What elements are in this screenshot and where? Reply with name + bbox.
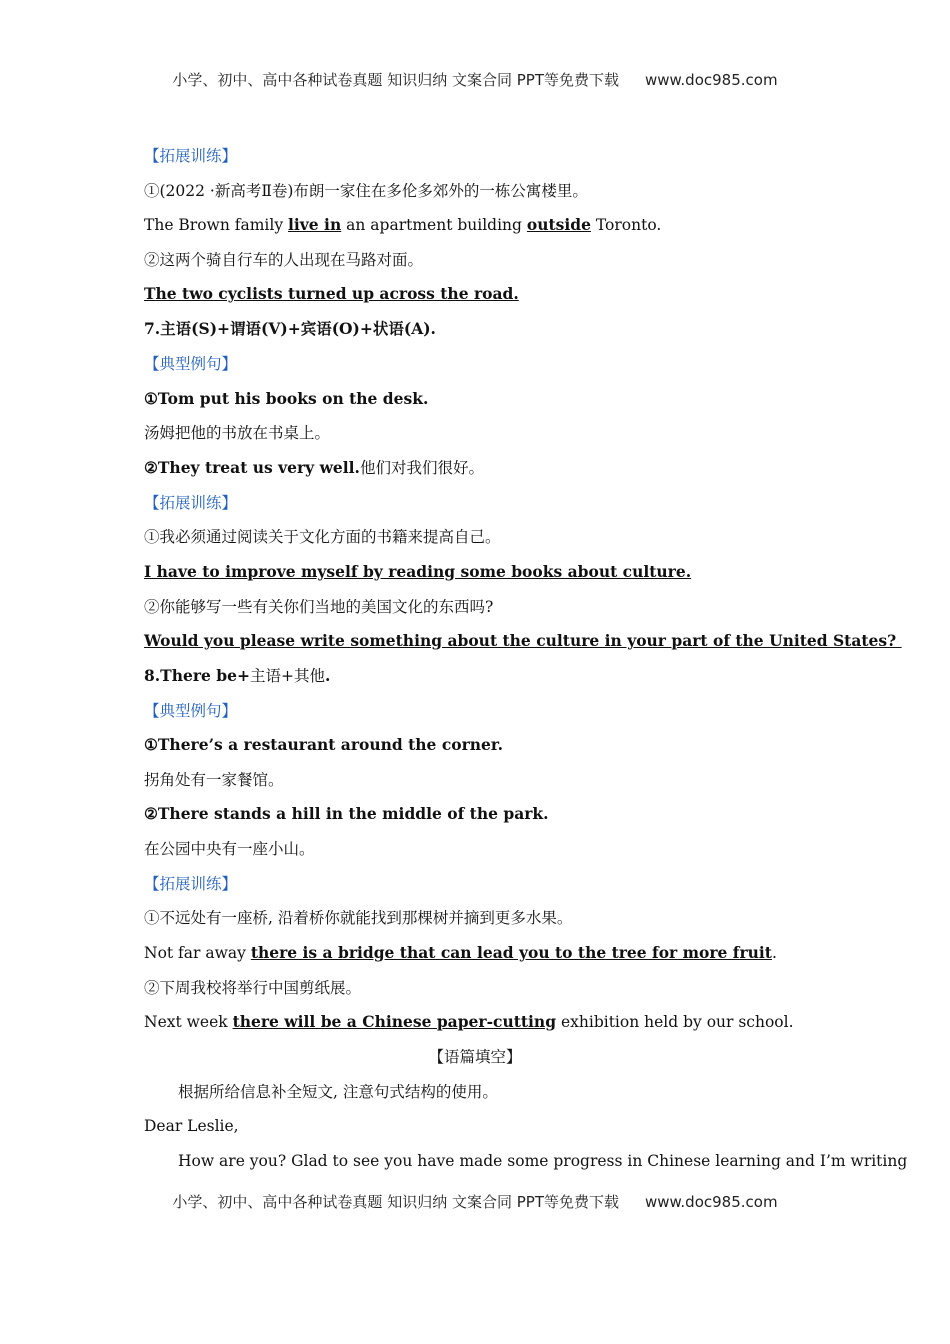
text-part: Next week: [144, 1013, 233, 1031]
structure-heading: [144, 666, 330, 686]
cn-sentence: 在公园中央有一座小山。: [144, 840, 315, 858]
section-tag: 【拓展训练】: [144, 494, 238, 512]
header-site[interactable]: www.doc985.com: [644, 71, 778, 89]
answer-sentence: I have to improve myself by reading some books about culture.: [144, 562, 692, 581]
header-text: 小学、初中、高中各种试卷真题 知识归纳 文案合同 PPT等免费下载: [172, 71, 619, 89]
text-part: 主语+其他: [249, 667, 325, 685]
letter-greeting: Dear Leslie,: [144, 1117, 239, 1135]
letter-body: How are you? Glad to see you have made some progress in Chinese learning and I’m writing: [178, 1152, 908, 1170]
text-part: The Brown family: [144, 216, 289, 234]
text-part: 8.There be+: [144, 666, 250, 685]
answer-sentence: The two cyclists turned up across the road.: [144, 284, 519, 303]
section-tag: 【拓展训练】: [144, 147, 238, 165]
en-part: ②They treat us very well.: [144, 458, 360, 477]
section-tag: 【典型例句】: [144, 702, 238, 720]
en-sentence: [144, 1012, 794, 1032]
answer-blank: there will be a Chinese paper-cutting: [232, 1012, 557, 1031]
section-title: 【语篇填空】: [428, 1048, 522, 1066]
answer-sentence: Would you please write something about the culture in your part of the United States?: [144, 631, 902, 650]
cn-sentence: ②下周我校将举行中国剪纸展。: [144, 979, 362, 997]
page-header: [0, 69, 950, 90]
section-tag: 【典型例句】: [144, 355, 238, 373]
cn-sentence: 汤姆把他的书放在书桌上。: [144, 424, 331, 442]
text-part: .: [324, 666, 331, 685]
text-part: an apartment building: [341, 216, 527, 234]
text-part: Not far away: [144, 944, 251, 962]
text-part: Toronto.: [590, 216, 662, 234]
cn-part: 他们对我们很好。: [359, 459, 484, 477]
answer-blank: there is a bridge that can lead you to the tree for more fruit: [250, 943, 772, 962]
en-sentence: [144, 943, 777, 963]
structure-heading: 7.主语(S)+谓语(V)+宾语(O)+状语(A).: [144, 319, 436, 338]
cn-sentence: ①我必须通过阅读关于文化方面的书籍来提高自己。: [144, 528, 501, 546]
answer-blank: outside: [526, 215, 591, 234]
footer-text: 小学、初中、高中各种试卷真题 知识归纳 文案合同 PPT等免费下载: [172, 1193, 619, 1211]
example-sentence: ①Tom put his books on the desk.: [144, 389, 429, 408]
section-tag: 【拓展训练】: [144, 875, 238, 893]
cn-sentence: 拐角处有一家餐馆。: [144, 771, 284, 789]
page-footer: [0, 1191, 950, 1212]
instruction: 根据所给信息补全短文, 注意句式结构的使用。: [178, 1083, 498, 1101]
example-sentence: [144, 458, 484, 478]
example-sentence: ①There’s a restaurant around the corner.: [144, 735, 504, 754]
cn-sentence: ②你能够写一些有关你们当地的美国文化的东西吗?: [144, 598, 494, 616]
en-sentence: [144, 215, 661, 235]
cn-sentence: ②这两个骑自行车的人出现在马路对面。: [144, 251, 424, 269]
footer-site[interactable]: www.doc985.com: [644, 1193, 778, 1211]
text-part: exhibition held by our school.: [556, 1013, 794, 1031]
example-sentence: ②There stands a hill in the middle of the park.: [144, 804, 549, 823]
text-part: .: [771, 944, 777, 962]
cn-sentence: ①(2022 ·新高考Ⅱ卷)布朗一家住在多伦多郊外的一栋公寓楼里。: [144, 182, 588, 200]
cn-sentence: ①不远处有一座桥, 沿着桥你就能找到那棵树并摘到更多水果。: [144, 909, 573, 927]
answer-blank: live in: [288, 215, 342, 234]
